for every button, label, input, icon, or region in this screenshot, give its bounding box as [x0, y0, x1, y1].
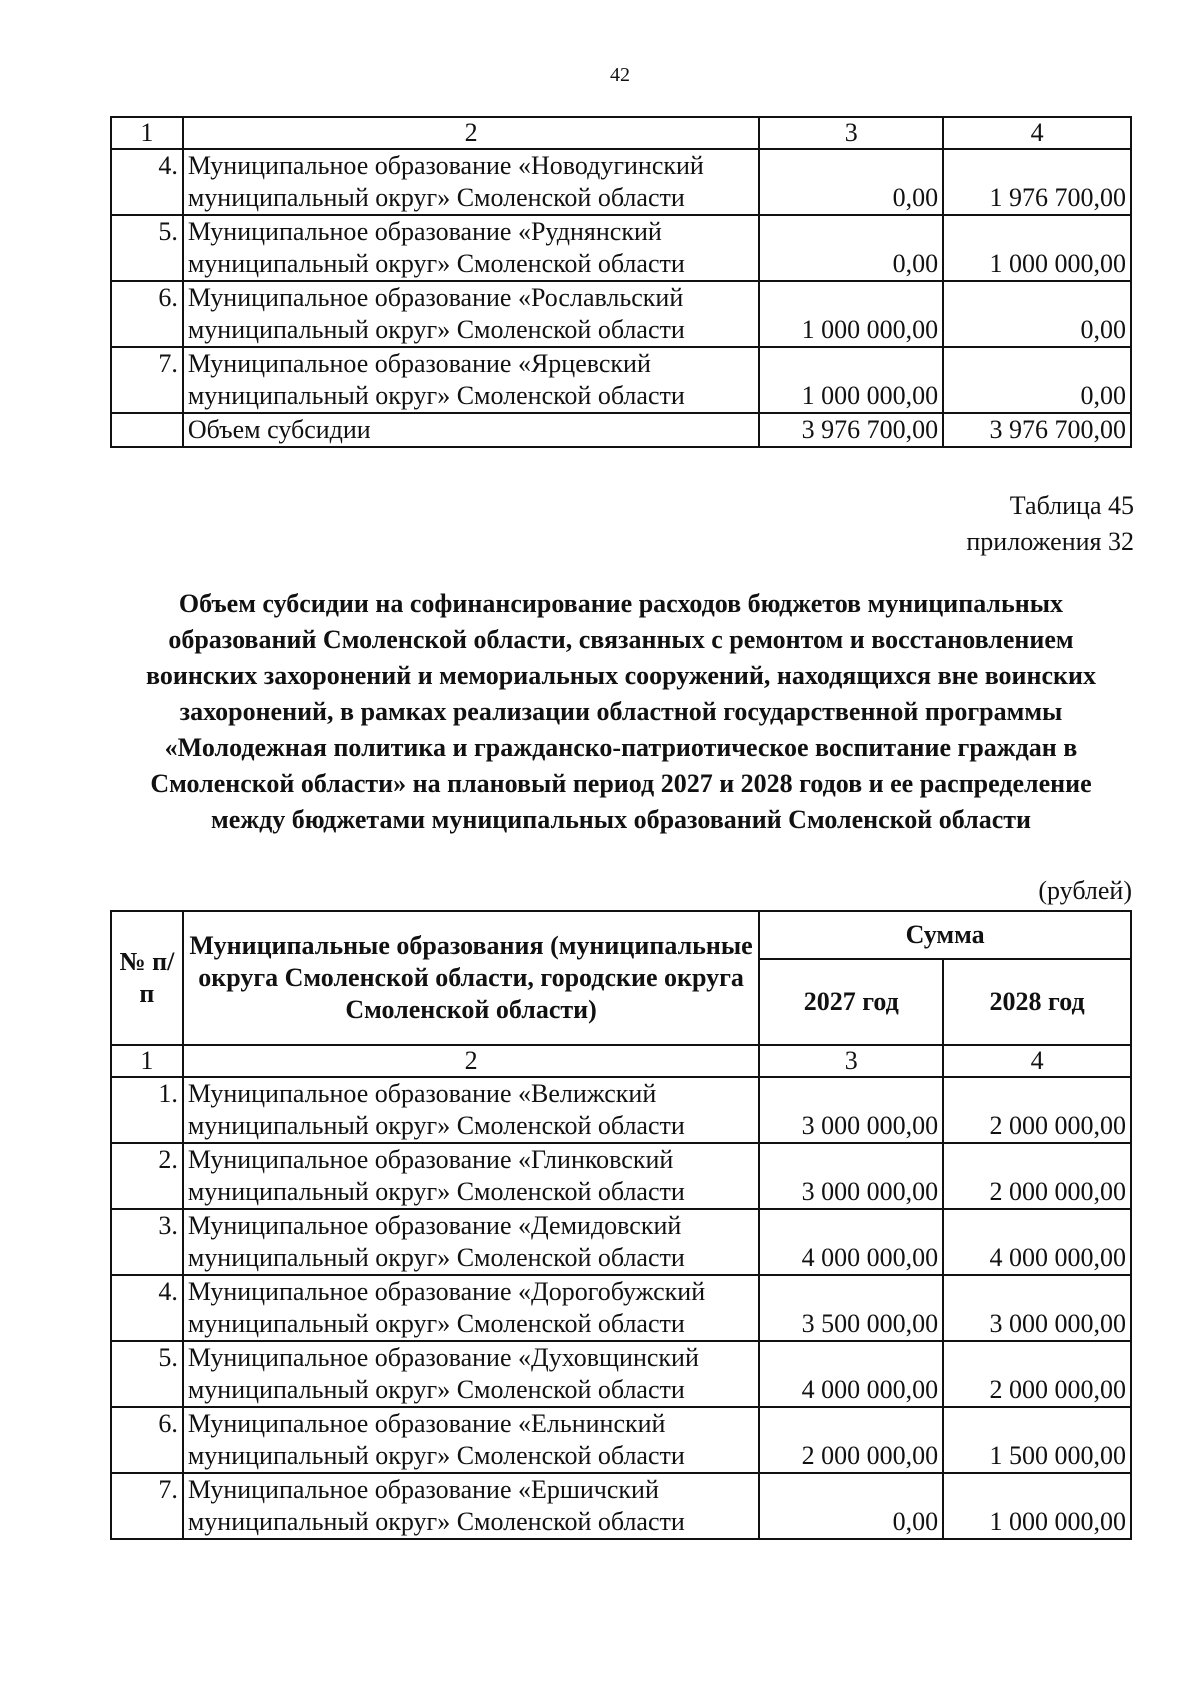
row-number: 6. — [111, 281, 183, 347]
document-title: Объем субсидии на софинансирование расходов бюджетов муниципальных образований Смоленской области, связанных с ремонтом и восстановлением воинских захоронений и мемориальных сооружений, находящихся вне воинских захоронений, в рамках реализации областной государственной программы «Молодежная политика и гражданско-патриотическое воспитание граждан в Смоленской области» на плановый период 2027 и 2028 годов и ее распределение между бюджетами муниципальных образований Смоленской области — [145, 589, 1097, 834]
table-continued-body — [111, 117, 1131, 447]
col-number: 3 — [759, 117, 943, 149]
total-2028: 3 976 700,00 — [943, 413, 1131, 447]
municipality-name: Муниципальное образование «Дорогобужский муниципальный округ» Смоленской области — [183, 1275, 759, 1341]
table-row — [111, 1209, 1131, 1275]
amount-2027: 1 000 000,00 — [759, 347, 943, 413]
table-row — [111, 1143, 1131, 1209]
row-number: 7. — [111, 1473, 183, 1539]
col-number: 3 — [759, 1045, 943, 1077]
total-2027: 3 976 700,00 — [759, 413, 943, 447]
municipality-name: Муниципальное образование «Велижский муниципальный округ» Смоленской области — [183, 1077, 759, 1143]
municipality-name: Муниципальное образование «Рославльский муниципальный округ» Смоленской области — [183, 281, 759, 347]
subsidy-table — [110, 910, 1132, 1540]
column-number-row — [111, 1045, 1131, 1077]
amount-2028: 4 000 000,00 — [943, 1209, 1131, 1275]
row-number: 4. — [111, 149, 183, 215]
header-name: Муниципальные образования (муниципальные округа Смоленской области, городские округа Смоленской области) — [183, 911, 759, 1045]
amount-2028: 2 000 000,00 — [943, 1341, 1131, 1407]
amount-2027: 0,00 — [759, 149, 943, 215]
amount-2027: 4 000 000,00 — [759, 1209, 943, 1275]
table-row — [111, 1341, 1131, 1407]
total-label: Объем субсидии — [183, 413, 759, 447]
table-row — [111, 1407, 1131, 1473]
table-row — [111, 215, 1131, 281]
page-number: 42 — [610, 64, 630, 86]
municipality-name: Муниципальное образование «Руднянский муниципальный округ» Смоленской области — [183, 215, 759, 281]
amount-2027: 0,00 — [759, 1473, 943, 1539]
subsidy-table-body — [111, 1045, 1131, 1539]
municipality-name: Муниципальное образование «Новодугинский муниципальный округ» Смоленской области — [183, 149, 759, 215]
municipality-name: Муниципальное образование «Ельнинский муниципальный округ» Смоленской области — [183, 1407, 759, 1473]
col-number: 1 — [111, 1045, 183, 1077]
table-row — [111, 281, 1131, 347]
header-sum: Сумма — [759, 911, 1131, 959]
col-number: 4 — [943, 117, 1131, 149]
row-number: 1. — [111, 1077, 183, 1143]
amount-2027: 3 500 000,00 — [759, 1275, 943, 1341]
units-label: (рублей) — [1038, 876, 1132, 905]
total-row — [111, 413, 1131, 447]
subsidy-table-header — [111, 911, 1131, 1045]
row-number: 6. — [111, 1407, 183, 1473]
table-row — [111, 1473, 1131, 1539]
table-reference-line: Таблица 45 — [1009, 491, 1134, 520]
amount-2028: 3 000 000,00 — [943, 1275, 1131, 1341]
amount-2027: 1 000 000,00 — [759, 281, 943, 347]
col-number: 1 — [111, 117, 183, 149]
amount-2027: 0,00 — [759, 215, 943, 281]
col-number: 2 — [183, 1045, 759, 1077]
amount-2028: 0,00 — [943, 347, 1131, 413]
amount-2028: 2 000 000,00 — [943, 1143, 1131, 1209]
municipality-name: Муниципальное образование «Глинковский муниципальный округ» Смоленской области — [183, 1143, 759, 1209]
amount-2027: 3 000 000,00 — [759, 1143, 943, 1209]
header-2028: 2028 год — [943, 959, 1131, 1045]
municipality-name: Муниципальное образование «Демидовский муниципальный округ» Смоленской области — [183, 1209, 759, 1275]
amount-2028: 1 500 000,00 — [943, 1407, 1131, 1473]
table-reference — [966, 488, 1134, 560]
amount-2028: 1 000 000,00 — [943, 215, 1131, 281]
empty-cell — [111, 413, 183, 447]
table-row — [111, 149, 1131, 215]
table-row — [111, 347, 1131, 413]
amount-2028: 2 000 000,00 — [943, 1077, 1131, 1143]
table-row — [111, 1275, 1131, 1341]
row-number: 5. — [111, 1341, 183, 1407]
row-number: 7. — [111, 347, 183, 413]
row-number: 2. — [111, 1143, 183, 1209]
amount-2027: 2 000 000,00 — [759, 1407, 943, 1473]
municipality-name: Муниципальное образование «Ярцевский муниципальный округ» Смоленской области — [183, 347, 759, 413]
amount-2027: 3 000 000,00 — [759, 1077, 943, 1143]
header-row — [111, 911, 1131, 959]
column-number-row — [111, 117, 1131, 149]
row-number: 4. — [111, 1275, 183, 1341]
col-number: 2 — [183, 117, 759, 149]
municipality-name: Муниципальное образование «Ершичский муниципальный округ» Смоленской области — [183, 1473, 759, 1539]
header-num: № п/п — [111, 911, 183, 1045]
row-number: 3. — [111, 1209, 183, 1275]
row-number: 5. — [111, 215, 183, 281]
col-number: 4 — [943, 1045, 1131, 1077]
amount-2028: 0,00 — [943, 281, 1131, 347]
amount-2028: 1 976 700,00 — [943, 149, 1131, 215]
table-reference-line: приложения 32 — [966, 527, 1134, 556]
table-row — [111, 1077, 1131, 1143]
table-continued — [110, 116, 1132, 448]
header-2027: 2027 год — [759, 959, 943, 1045]
amount-2028: 1 000 000,00 — [943, 1473, 1131, 1539]
amount-2027: 4 000 000,00 — [759, 1341, 943, 1407]
municipality-name: Муниципальное образование «Духовщинский муниципальный округ» Смоленской области — [183, 1341, 759, 1407]
